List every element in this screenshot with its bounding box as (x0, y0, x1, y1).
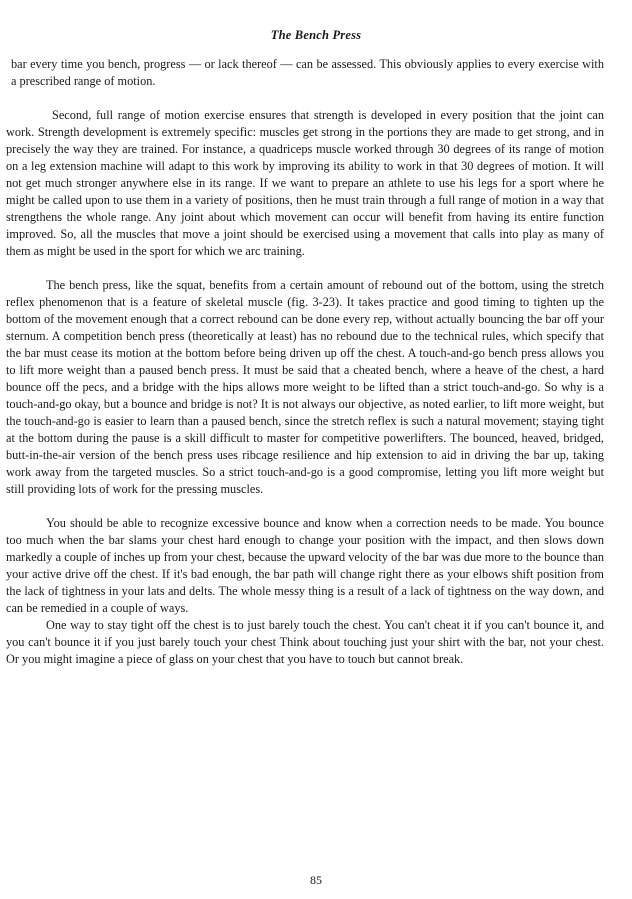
paragraph-excessive-bounce: You should be able to recognize excessive bounce and know when a correction needs to be made. You bounce too much when the bar slams your chest hard enough to change your position with the impact, and then slows down markedly a couple of inches up from your chest, because the upward velocity of the bar was due more to the bounce than your active drive off the chest. If it's bad enough, the bar path will change right there as your elbows shift position from the lack of tightness in your lats and delts. The whole messy thing is a result of a lack of tightness on the way down, and can be remedied in a couple of ways. (6, 516, 604, 615)
paragraph-full-range-of-motion: Second, full range of motion exercise ensures that strength is developed in every position that the joint can work. Strength development is extremely specific: muscles get strong in the portions they are made to get strong, and in precisely the way they are trained. For instance, a quadriceps muscle worked through 30 degrees of its range of motion on a leg extension machine will adapt to this work by improving its ability to work in that 30 degrees of motion. It will not get much stronger anywhere else in its range. If we want to prepare an athlete to use his legs for a sport where he might be called upon to use them in a variety of positions, then he must train through a full range of motion in a way that strengthens the whole range. Any joint about which movement can occur will benefit from having its entire function improved. So, all the muscles that move a joint should be exercised using a movement that calls into play as many of them as might be used in the sport for which we arc training. (6, 108, 604, 258)
body-text (6, 56, 604, 668)
paragraph-bench-rebound: The bench press, like the squat, benefits from a certain amount of rebound out of the bottom, using the stretch reflex phenomenon that is a feature of skeletal muscle (fig. 3-23). It takes practice and good timing to tighten up the bottom of the movement enough that a correct rebound can be done every rep, without actually bouncing the bar off your sternum. A competition bench press (theoretically at least) has no rebound due to the technical rules, which specify that the bar must cease its motion at the bottom before being driven up off the chest. A touch-and-go bench press allows you to lift more weight than a paused bench press. It must be said that a cheated bench, where a heave of the chest, a hard bounce off the pecs, and a bridge with the hips allows more weight to be lifted than a strict touch-and-go. So why is a touch-and-go okay, but a bounce and bridge is not? It is not always our objective, as noted earlier, to lift more weight, but the touch-and-go is easier to learn than a paused bench, since the stretch reflex is such a natural movement; staying tight at the bottom during the pause is a skill difficult to master for competitive powerlifters. The bounced, heaved, bridged, butt-in-the-air version of the bench press uses ribcage resilience and hip extension to aid in driving the bar up, taking work away from the targeted muscles. So a strict touch-and-go is a good compromise, letting you lift more weight but still providing lots of work for the pressing muscles. (6, 278, 604, 496)
paragraph-stay-tight: One way to stay tight off the chest is to just barely touch the chest. You can't cheat it if you can't bounce it, and you can't bounce it if you just barely touch your chest Think about touching just your shirt with the bar, not your chest. Or you might imagine a piece of glass on your chest that you have to touch but cannot break. (6, 618, 604, 666)
page-number: 85 (310, 873, 322, 887)
running-head-title: The Bench Press (270, 28, 362, 42)
paragraph-continuation: bar every time you bench, progress — or lack thereof — can be assessed. This obviously applies to every exercise with a prescribed range of motion. (11, 57, 604, 88)
